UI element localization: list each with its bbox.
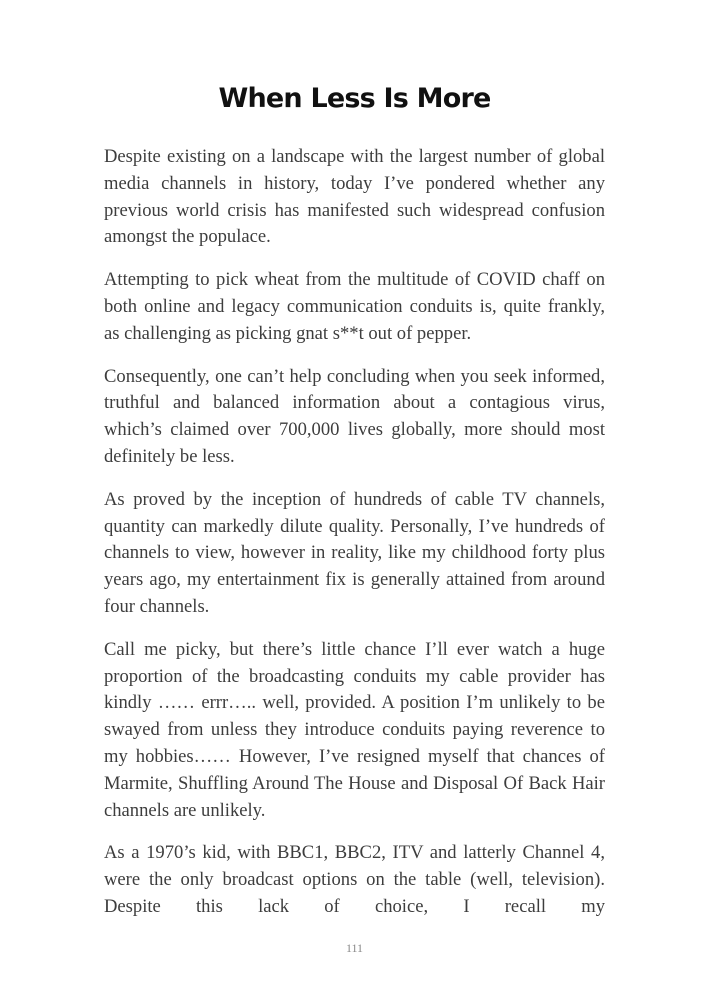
paragraph: Despite existing on a landscape with the largest number of global media channels in history, today I’ve pondered whether any previous world crisis has manifested such widespread confusion amongst the populace. (104, 146, 605, 248)
paragraph: Attempting to pick wheat from the multitude of COVID chaff on both online and legacy communication conduits is, quite frankly, as challenging as picking gnat s**t out of pepper. (104, 269, 605, 344)
page-number: 111 (345, 941, 364, 955)
page-title: When Less Is More (218, 83, 491, 114)
body-text (104, 144, 605, 937)
paragraph: Call me picky, but there’s little chance I’ll ever watch a huge proportion of the broadcasting conduits my cable provider has kindly …… errr….. well, provided. A position I’m unlikely to be swayed from unless they introduce conduits paying reverence to my hobbies…… However, I’ve resigned myself that chances of Marmite, Shuffling Around The House and Disposal Of Back Hair channels are unlikely. (104, 638, 605, 821)
paragraph: As a 1970’s kid, with BBC1, BBC2, ITV and latterly Channel 4, were the only broadcast options on the table (well, television). Despite this lack of choice, I recall my (104, 842, 605, 917)
paragraph: As proved by the inception of hundreds of cable TV channels, quantity can markedly dilute quality. Personally, I’ve hundreds of channels to view, however in reality, like my childhood forty plus years ago, my entertainment fix is generally attained from around four channels. (104, 488, 605, 617)
paragraph: Consequently, one can’t help concluding when you seek informed, truthful and balanced information about a contagious virus, which’s claimed over 700,000 lives globally, more should most definitely be less. (104, 365, 605, 467)
